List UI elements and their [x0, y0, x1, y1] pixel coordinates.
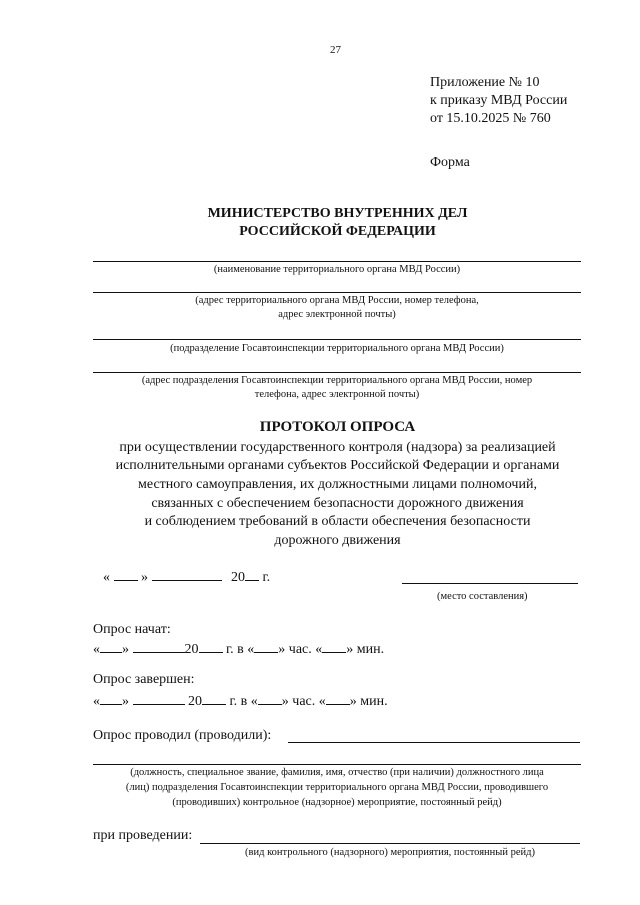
date-open-quote: « [103, 570, 110, 585]
date-year-suffix: г. [262, 570, 271, 585]
start-day-blank[interactable] [100, 639, 122, 653]
start-month-blank[interactable] [133, 639, 185, 653]
official-caption-2: (лиц) подразделения Госавтоинспекции территориального органа МВД России, проводившего [125, 782, 549, 793]
event-type-caption: (вид контрольного (надзорного) мероприятия, постоянный рейд) [245, 847, 535, 858]
organ-address-caption-1: (адрес территориального органа МВД России, номер телефона, [195, 295, 479, 306]
start-close-quote: » [122, 642, 129, 657]
official-caption-3: (проводивших) контрольное (надзорное) мероприятие, постоянный рейд) [172, 797, 502, 808]
date-day-blank[interactable] [114, 567, 138, 581]
organ-name-caption: (наименование территориального органа МВД России) [213, 264, 461, 275]
gai-address-caption-1: (адрес подразделения Госавтоинспекции территориального органа МВД России, номер [141, 375, 533, 386]
during-line[interactable] [200, 843, 580, 844]
date-year-blank[interactable] [245, 567, 259, 581]
protocol-subtitle-2: исполнительными органами субъектов Российской Федерации и органами [115, 458, 560, 473]
gai-division-line [93, 339, 581, 340]
form-label: Форма [430, 155, 470, 170]
protocol-subtitle-5: и соблюдением требований в области обеспечения безопасности [144, 514, 531, 529]
gai-address-line [93, 372, 581, 373]
start-century: 20 [184, 642, 199, 657]
start-hours-blank[interactable] [254, 639, 278, 653]
end-hours-label: » час. « [281, 694, 326, 709]
protocol-title: ПРОТОКОЛ ОПРОСА [259, 419, 416, 435]
start-label: Опрос начат: [93, 622, 171, 637]
organ-address-line [93, 292, 581, 293]
date-line [103, 567, 270, 587]
start-minutes-label: » мин. [346, 642, 385, 657]
conducted-by-label: Опрос проводил (проводили): [93, 728, 272, 743]
end-year-blank[interactable] [202, 691, 226, 705]
appendix-line-1: Приложение № 10 [430, 75, 540, 90]
appendix-line-2: к приказу МВД России [430, 93, 568, 108]
start-year-in: г. в « [226, 642, 255, 657]
end-day-blank[interactable] [100, 691, 122, 705]
ministry-line-1: МИНИСТЕРСТВО ВНУТРЕННИХ ДЕЛ [207, 206, 468, 221]
ministry-line-2: РОССИЙСКОЙ ФЕДЕРАЦИИ [239, 224, 436, 239]
end-month-blank[interactable] [133, 691, 185, 705]
end-close-quote: » [122, 694, 129, 709]
date-century: 20 [231, 570, 245, 585]
protocol-subtitle-3: местного самоуправления, их должностными лицами полномочий, [138, 477, 537, 492]
conducted-by-line[interactable] [288, 742, 580, 743]
during-label: при проведении: [93, 828, 193, 843]
end-minutes-blank[interactable] [326, 691, 350, 705]
end-minutes-label: » мин. [349, 694, 388, 709]
organ-name-line [93, 261, 581, 262]
appendix-line-3: от 15.10.2025 № 760 [430, 111, 551, 126]
end-century: 20 [188, 694, 202, 709]
end-year-in: г. в « [229, 694, 258, 709]
start-open-quote: « [93, 642, 100, 657]
end-label: Опрос завершен: [93, 672, 195, 687]
place-line[interactable] [402, 583, 578, 584]
start-year-blank[interactable] [199, 639, 223, 653]
start-minutes-blank[interactable] [322, 639, 346, 653]
page-number: 27 [330, 44, 341, 56]
protocol-subtitle-6: дорожного движения [274, 533, 401, 548]
place-caption: (место составления) [437, 591, 528, 602]
gai-division-caption: (подразделение Госавтоинспекции территориального органа МВД России) [170, 343, 504, 354]
protocol-subtitle-1: при осуществлении государственного контроля (надзора) за реализацией [119, 440, 556, 455]
official-line[interactable] [93, 764, 581, 765]
protocol-subtitle-4: связанных с обеспечением безопасности дорожного движения [151, 496, 524, 511]
date-close-quote: » [141, 570, 148, 585]
end-hours-blank[interactable] [258, 691, 282, 705]
official-caption-1: (должность, специальное звание, фамилия, имя, отчество (при наличии) должностного лица [130, 767, 544, 778]
organ-address-caption-2: адрес электронной почты) [278, 309, 396, 320]
end-open-quote: « [93, 694, 100, 709]
start-hours-label: » час. « [278, 642, 323, 657]
start-line [93, 639, 384, 659]
end-line [93, 691, 388, 711]
date-month-blank[interactable] [152, 567, 222, 581]
gai-address-caption-2: телефона, адрес электронной почты) [254, 389, 420, 400]
